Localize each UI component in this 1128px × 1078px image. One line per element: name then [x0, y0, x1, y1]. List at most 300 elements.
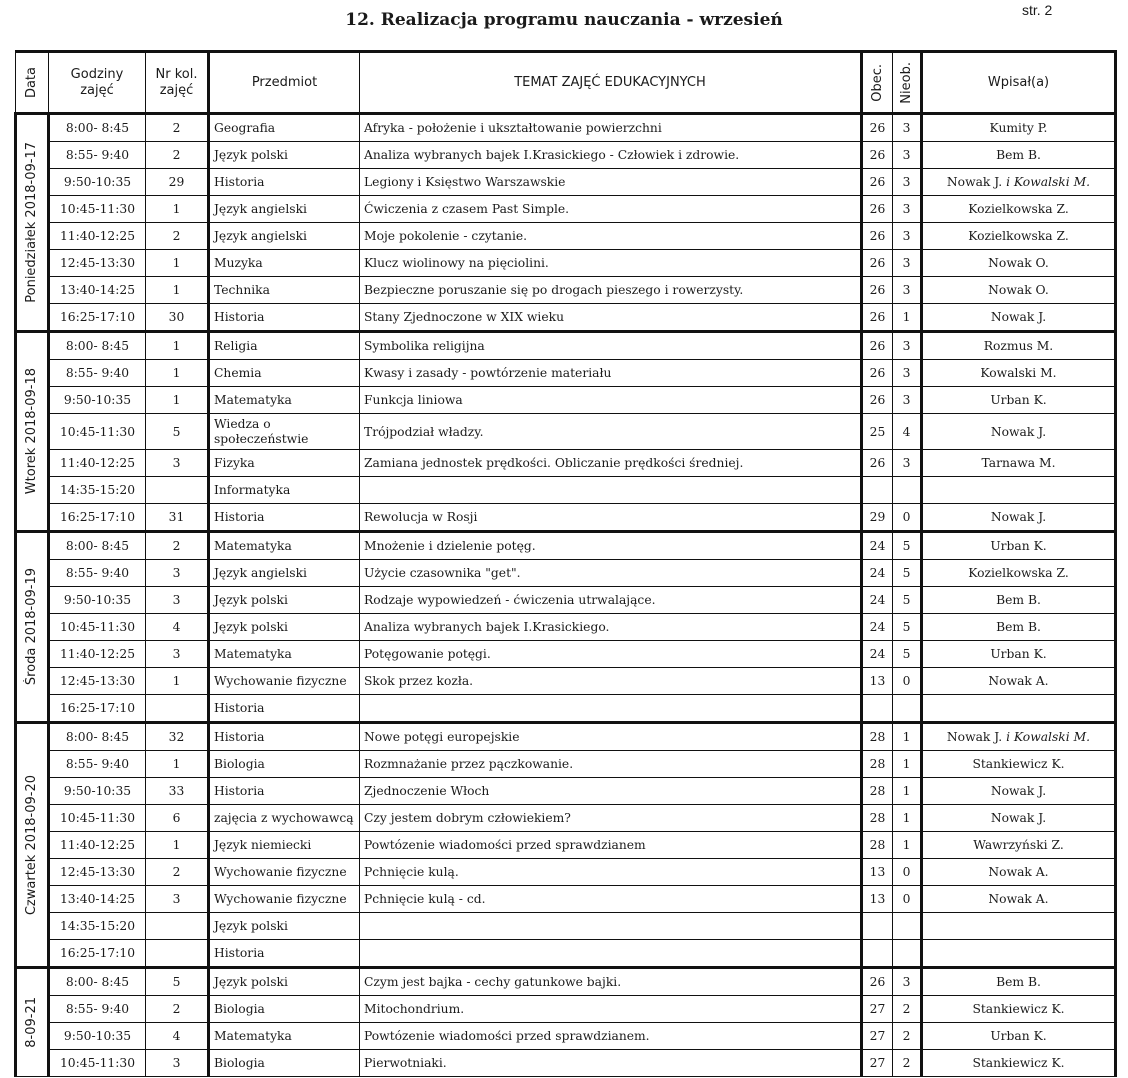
teacher-name [922, 913, 1116, 940]
lesson-number: 5 [146, 968, 209, 996]
lesson-time: 16:25-17:10 [49, 304, 146, 332]
present-count: 26 [862, 968, 893, 996]
lesson-subject: Biologia [209, 751, 360, 778]
teacher-name [922, 142, 1116, 169]
lesson-topic: Moje pokolenie - czytanie. [360, 223, 862, 250]
absent-count: 2 [893, 996, 922, 1023]
lesson-subject: Język niemiecki [209, 832, 360, 859]
lesson-number: 2 [146, 142, 209, 169]
lesson-row [16, 477, 1116, 504]
lesson-time: 9:50-10:35 [49, 778, 146, 805]
teacher-name [922, 886, 1116, 913]
lesson-subject: Historia [209, 304, 360, 332]
lesson-topic: Stany Zjednoczone w XIX wieku [360, 304, 862, 332]
lesson-subject: Matematyka [209, 641, 360, 668]
lesson-subject: Matematyka [209, 1023, 360, 1050]
absent-count: 0 [893, 859, 922, 886]
lesson-number: 1 [146, 360, 209, 387]
lesson-row [16, 1050, 1116, 1077]
absent-count: 3 [893, 968, 922, 996]
present-count: 24 [862, 641, 893, 668]
teacher-name [922, 360, 1116, 387]
lesson-row [16, 196, 1116, 223]
present-count: 24 [862, 614, 893, 641]
lesson-row [16, 587, 1116, 614]
lesson-row [16, 886, 1116, 913]
present-count: 26 [862, 332, 893, 360]
lesson-time: 14:35-15:20 [49, 477, 146, 504]
lesson-time: 9:50-10:35 [49, 387, 146, 414]
teacher-primary: Kozielkowska Z. [968, 566, 1069, 580]
lesson-row [16, 996, 1116, 1023]
lesson-topic: Bezpieczne poruszanie się po drogach pieszego i rowerzysty. [360, 277, 862, 304]
lesson-subject: zajęcia z wychowawcą [209, 805, 360, 832]
lesson-topic: Skok przez kozła. [360, 668, 862, 695]
lesson-subject: Wychowanie fizyczne [209, 886, 360, 913]
teacher-name [922, 532, 1116, 560]
lesson-row [16, 723, 1116, 751]
lesson-time: 8:00- 8:45 [49, 968, 146, 996]
day-date-cell [16, 723, 49, 968]
header-subject: Przedmiot [209, 52, 360, 114]
teacher-primary: Nowak J. [946, 730, 1007, 744]
lesson-number: 2 [146, 859, 209, 886]
lesson-subject: Technika [209, 277, 360, 304]
lesson-topic: Klucz wiolinowy na pięciolini. [360, 250, 862, 277]
lesson-row [16, 641, 1116, 668]
present-count: 27 [862, 1023, 893, 1050]
lesson-subject: Język polski [209, 913, 360, 940]
teacher-name [922, 114, 1116, 142]
lesson-row [16, 450, 1116, 477]
page-title: 12. Realizacja programu nauczania - wrzesień [345, 10, 783, 30]
present-count: 26 [862, 196, 893, 223]
lesson-row [16, 142, 1116, 169]
lesson-subject: Wiedza o społeczeństwie [209, 414, 360, 450]
lesson-topic: Zjednoczenie Włoch [360, 778, 862, 805]
teacher-primary: Stankiewicz K. [972, 757, 1065, 771]
lesson-subject: Matematyka [209, 532, 360, 560]
lesson-subject: Historia [209, 723, 360, 751]
present-count: 24 [862, 560, 893, 587]
lesson-topic: Legiony i Księstwo Warszawskie [360, 169, 862, 196]
teacher-primary: Nowak J. [990, 510, 1047, 524]
teacher-primary: Nowak J. [946, 175, 1007, 189]
teacher-name [922, 1023, 1116, 1050]
teacher-name [922, 695, 1116, 723]
lesson-topic [360, 695, 862, 723]
lesson-subject: Język angielski [209, 223, 360, 250]
teacher-primary: Nowak A. [988, 865, 1049, 879]
teacher-name [922, 778, 1116, 805]
header-hours: Godziny zajęć [49, 52, 146, 114]
lesson-number: 30 [146, 304, 209, 332]
absent-count: 3 [893, 142, 922, 169]
lesson-topic: Afryka - położenie i ukształtowanie powierzchni [360, 114, 862, 142]
lesson-topic: Powtózenie wiadomości przed sprawdzianem [360, 832, 862, 859]
header-absent: Nieob. [893, 52, 922, 114]
page-number: str. 2 [1022, 2, 1053, 18]
day-date-label: Czwartek 2018-09-20 [24, 774, 39, 916]
lesson-row [16, 695, 1116, 723]
lesson-rows [16, 114, 1116, 1077]
absent-count: 3 [893, 450, 922, 477]
lesson-subject: Historia [209, 695, 360, 723]
lesson-subject: Historia [209, 504, 360, 532]
lesson-time: 8:00- 8:45 [49, 532, 146, 560]
lesson-time: 8:55- 9:40 [49, 751, 146, 778]
lesson-number: 3 [146, 641, 209, 668]
teacher-primary: Bem B. [996, 148, 1041, 162]
lesson-number: 1 [146, 277, 209, 304]
present-count: 28 [862, 778, 893, 805]
teacher-name [922, 723, 1116, 751]
day-date-cell [16, 332, 49, 532]
lesson-time: 16:25-17:10 [49, 940, 146, 968]
lesson-number: 4 [146, 614, 209, 641]
lesson-number: 1 [146, 668, 209, 695]
lesson-number: 1 [146, 832, 209, 859]
day-date-cell [16, 532, 49, 723]
lesson-topic: Symbolika religijna [360, 332, 862, 360]
teacher-primary: Stankiewicz K. [972, 1002, 1065, 1016]
teacher-primary: Wawrzyński Z. [973, 838, 1064, 852]
absent-count: 3 [893, 196, 922, 223]
lesson-number: 2 [146, 532, 209, 560]
present-count: 27 [862, 996, 893, 1023]
lesson-number: 1 [146, 250, 209, 277]
lesson-topic: Ćwiczenia z czasem Past Simple. [360, 196, 862, 223]
lesson-topic: Kwasy i zasady - powtórzenie materiału [360, 360, 862, 387]
lesson-subject: Religia [209, 332, 360, 360]
absent-count: 5 [893, 560, 922, 587]
absent-count: 1 [893, 723, 922, 751]
lesson-row [16, 414, 1116, 450]
lesson-number: 4 [146, 1023, 209, 1050]
absent-count: 1 [893, 832, 922, 859]
lesson-row [16, 805, 1116, 832]
lesson-topic: Mitochondrium. [360, 996, 862, 1023]
lesson-subject: Historia [209, 940, 360, 968]
teacher-primary: Nowak A. [988, 892, 1049, 906]
lesson-time: 11:40-12:25 [49, 450, 146, 477]
header-teacher: Wpisał(a) [922, 52, 1116, 114]
lesson-row [16, 940, 1116, 968]
lesson-topic: Trójpodział władzy. [360, 414, 862, 450]
lesson-subject: Historia [209, 778, 360, 805]
present-count: 25 [862, 414, 893, 450]
lesson-time: 11:40-12:25 [49, 223, 146, 250]
lesson-subject: Geografia [209, 114, 360, 142]
lesson-topic: Użycie czasownika "get". [360, 560, 862, 587]
absent-count [893, 477, 922, 504]
absent-count: 3 [893, 223, 922, 250]
lesson-time: 9:50-10:35 [49, 169, 146, 196]
header-present: Obec. [862, 52, 893, 114]
teacher-name [922, 805, 1116, 832]
lesson-number: 3 [146, 450, 209, 477]
lesson-number: 1 [146, 751, 209, 778]
present-count [862, 477, 893, 504]
lesson-subject: Biologia [209, 1050, 360, 1077]
lesson-subject: Język polski [209, 142, 360, 169]
absent-count: 2 [893, 1023, 922, 1050]
lesson-topic: Zamiana jednostek prędkości. Obliczanie prędkości średniej. [360, 450, 862, 477]
lesson-time: 8:55- 9:40 [49, 560, 146, 587]
lesson-topic: Pchnięcie kulą - cd. [360, 886, 862, 913]
present-count: 24 [862, 587, 893, 614]
lesson-number [146, 940, 209, 968]
teacher-name [922, 1050, 1116, 1077]
lesson-time: 16:25-17:10 [49, 695, 146, 723]
teacher-name [922, 477, 1116, 504]
lesson-number [146, 477, 209, 504]
lesson-row [16, 250, 1116, 277]
lesson-row [16, 504, 1116, 532]
lesson-topic: Rewolucja w Rosji [360, 504, 862, 532]
lesson-number: 1 [146, 332, 209, 360]
absent-count [893, 913, 922, 940]
lesson-topic: Rozmnażanie przez pączkowanie. [360, 751, 862, 778]
lesson-row [16, 859, 1116, 886]
teacher-primary: Kozielkowska Z. [968, 229, 1069, 243]
present-count: 28 [862, 723, 893, 751]
absent-count: 5 [893, 532, 922, 560]
lesson-time: 10:45-11:30 [49, 414, 146, 450]
lesson-row [16, 360, 1116, 387]
lesson-number: 5 [146, 414, 209, 450]
lesson-subject: Wychowanie fizyczne [209, 668, 360, 695]
lesson-number: 2 [146, 223, 209, 250]
lesson-subject: Język polski [209, 587, 360, 614]
present-count: 26 [862, 114, 893, 142]
present-count: 24 [862, 532, 893, 560]
lesson-time: 9:50-10:35 [49, 1023, 146, 1050]
teacher-secondary: i Kowalski M. [1006, 175, 1091, 189]
absent-count: 3 [893, 332, 922, 360]
teacher-name [922, 450, 1116, 477]
lesson-topic: Mnożenie i dzielenie potęg. [360, 532, 862, 560]
teacher-primary: Nowak J. [990, 424, 1047, 439]
lesson-row [16, 304, 1116, 332]
present-count: 26 [862, 360, 893, 387]
teacher-name [922, 387, 1116, 414]
lesson-time: 12:45-13:30 [49, 250, 146, 277]
day-date-cell [16, 968, 49, 1077]
lesson-row [16, 560, 1116, 587]
lesson-time: 16:25-17:10 [49, 504, 146, 532]
lesson-time: 12:45-13:30 [49, 859, 146, 886]
lesson-time: 10:45-11:30 [49, 614, 146, 641]
absent-count: 4 [893, 414, 922, 450]
lesson-number: 31 [146, 504, 209, 532]
lesson-topic: Czy jestem dobrym człowiekiem? [360, 805, 862, 832]
teacher-primary: Urban K. [990, 1029, 1047, 1043]
present-count: 26 [862, 169, 893, 196]
teacher-name [922, 332, 1116, 360]
lesson-subject: Biologia [209, 996, 360, 1023]
lesson-topic [360, 940, 862, 968]
present-count: 26 [862, 304, 893, 332]
teacher-primary: Urban K. [990, 393, 1047, 407]
absent-count: 0 [893, 504, 922, 532]
absent-count: 3 [893, 114, 922, 142]
present-count: 26 [862, 223, 893, 250]
absent-count: 1 [893, 751, 922, 778]
teacher-name [922, 859, 1116, 886]
lesson-subject: Wychowanie fizyczne [209, 859, 360, 886]
teacher-name [922, 641, 1116, 668]
teacher-name [922, 169, 1116, 196]
lesson-time: 14:35-15:20 [49, 913, 146, 940]
absent-count: 5 [893, 614, 922, 641]
teacher-primary: Urban K. [990, 539, 1047, 553]
lesson-row [16, 1023, 1116, 1050]
present-count: 26 [862, 277, 893, 304]
teacher-name [922, 250, 1116, 277]
teacher-name [922, 223, 1116, 250]
lesson-number: 2 [146, 114, 209, 142]
lesson-subject: Język polski [209, 614, 360, 641]
lesson-time: 8:00- 8:45 [49, 332, 146, 360]
lesson-time: 12:45-13:30 [49, 668, 146, 695]
lesson-time: 10:45-11:30 [49, 1050, 146, 1077]
lesson-number [146, 913, 209, 940]
lesson-time: 8:55- 9:40 [49, 360, 146, 387]
lesson-time: 8:00- 8:45 [49, 723, 146, 751]
lesson-number: 33 [146, 778, 209, 805]
teacher-name [922, 968, 1116, 996]
teacher-name [922, 560, 1116, 587]
teacher-primary: Nowak J. [990, 784, 1047, 798]
teacher-name [922, 414, 1116, 450]
absent-count: 5 [893, 641, 922, 668]
header-row [16, 52, 1116, 114]
lesson-row [16, 968, 1116, 996]
teacher-name [922, 751, 1116, 778]
teacher-name [922, 277, 1116, 304]
present-count: 26 [862, 142, 893, 169]
lesson-number: 29 [146, 169, 209, 196]
lesson-number: 3 [146, 560, 209, 587]
lesson-time: 10:45-11:30 [49, 196, 146, 223]
lesson-topic: Czym jest bajka - cechy gatunkowe bajki. [360, 968, 862, 996]
lesson-row [16, 277, 1116, 304]
lesson-topic: Analiza wybranych bajek I.Krasickiego. [360, 614, 862, 641]
header-date: Data [16, 52, 49, 114]
teacher-primary: Kumity P. [989, 121, 1048, 135]
day-date-label: Środa 2018-09-19 [24, 568, 39, 686]
teacher-name [922, 832, 1116, 859]
lesson-row [16, 751, 1116, 778]
day-date-cell [16, 114, 49, 332]
day-date-label: Wtorek 2018-09-18 [24, 368, 39, 495]
absent-count: 0 [893, 886, 922, 913]
lesson-number [146, 695, 209, 723]
present-count [862, 940, 893, 968]
present-count: 28 [862, 832, 893, 859]
lesson-subject: Język polski [209, 968, 360, 996]
absent-count: 1 [893, 805, 922, 832]
lesson-row [16, 387, 1116, 414]
absent-count: 1 [893, 778, 922, 805]
present-count [862, 913, 893, 940]
lesson-number: 2 [146, 996, 209, 1023]
lesson-row [16, 614, 1116, 641]
teacher-primary: Tarnawa M. [981, 456, 1056, 470]
teacher-primary: Bem B. [996, 620, 1041, 634]
absent-count: 3 [893, 169, 922, 196]
teacher-primary: Nowak A. [988, 674, 1049, 688]
lesson-topic [360, 913, 862, 940]
absent-count [893, 940, 922, 968]
absent-count [893, 695, 922, 723]
absent-count: 3 [893, 387, 922, 414]
lesson-topic: Pierwotniaki. [360, 1050, 862, 1077]
lesson-time: 11:40-12:25 [49, 832, 146, 859]
teacher-primary: Nowak O. [988, 283, 1049, 297]
lesson-time: 9:50-10:35 [49, 587, 146, 614]
lesson-topic: Pchnięcie kulą. [360, 859, 862, 886]
lesson-subject: Muzyka [209, 250, 360, 277]
lesson-topic: Potęgowanie potęgi. [360, 641, 862, 668]
present-count: 28 [862, 805, 893, 832]
lesson-time: 10:45-11:30 [49, 805, 146, 832]
lesson-topic: Analiza wybranych bajek I.Krasickiego - Człowiek i zdrowie. [360, 142, 862, 169]
lesson-row [16, 832, 1116, 859]
present-count: 29 [862, 504, 893, 532]
absent-count: 0 [893, 668, 922, 695]
lesson-number: 3 [146, 886, 209, 913]
lesson-time: 8:55- 9:40 [49, 996, 146, 1023]
teacher-primary: Nowak J. [990, 310, 1047, 324]
lesson-time: 13:40-14:25 [49, 277, 146, 304]
teacher-name [922, 196, 1116, 223]
present-count: 28 [862, 751, 893, 778]
teacher-primary: Kowalski M. [980, 366, 1057, 380]
lesson-row [16, 668, 1116, 695]
lesson-topic: Powtózenie wiadomości przed sprawdzianem. [360, 1023, 862, 1050]
lesson-topic: Nowe potęgi europejskie [360, 723, 862, 751]
teacher-secondary: i Kowalski M. [1006, 730, 1091, 744]
lesson-row [16, 913, 1116, 940]
day-date-label: Poniedziałek 2018-09-17 [24, 142, 39, 303]
lesson-time: 11:40-12:25 [49, 641, 146, 668]
teacher-name [922, 940, 1116, 968]
absent-count: 2 [893, 1050, 922, 1077]
lesson-row [16, 169, 1116, 196]
teacher-primary: Urban K. [990, 647, 1047, 661]
lesson-number: 6 [146, 805, 209, 832]
lesson-subject: Fizyka [209, 450, 360, 477]
present-count: 13 [862, 668, 893, 695]
lesson-number: 3 [146, 587, 209, 614]
lesson-subject: Język angielski [209, 560, 360, 587]
lesson-number: 1 [146, 387, 209, 414]
present-count: 26 [862, 450, 893, 477]
lesson-subject: Informatyka [209, 477, 360, 504]
lesson-register-table [14, 50, 1117, 1077]
absent-count: 1 [893, 304, 922, 332]
present-count: 26 [862, 387, 893, 414]
lesson-subject: Matematyka [209, 387, 360, 414]
teacher-name [922, 587, 1116, 614]
teacher-primary: Bem B. [996, 593, 1041, 607]
absent-count: 3 [893, 360, 922, 387]
day-date-label: 8-09-21 [24, 997, 39, 1048]
lesson-subject: Historia [209, 169, 360, 196]
teacher-name [922, 614, 1116, 641]
